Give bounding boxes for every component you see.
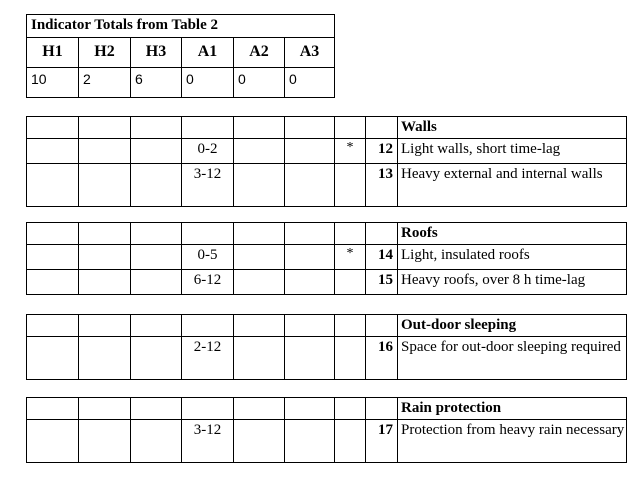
totals-value-row [27, 68, 335, 98]
recommendation-text: Light, insulated roofs [398, 245, 627, 270]
range-cell: 3-12 [182, 164, 234, 207]
range-cell: 3-12 [182, 420, 234, 463]
selected-mark: * [335, 245, 366, 270]
recommendation-number: 12 [366, 139, 398, 164]
range-cell: 0-5 [182, 245, 234, 270]
walls-table [26, 116, 627, 207]
totals-header-row [27, 38, 335, 68]
table-row [27, 245, 627, 270]
recommendation-number: 16 [366, 337, 398, 380]
recommendation-text: Heavy external and internal walls [398, 164, 627, 207]
table-row [27, 420, 627, 463]
recommendation-number: 13 [366, 164, 398, 207]
range-cell: 0-2 [182, 139, 234, 164]
recommendation-number: 15 [366, 270, 398, 295]
value-h1: 10 [27, 68, 79, 98]
section-heading: Out-door sleeping [398, 315, 627, 337]
header-a3: A3 [285, 38, 335, 68]
header-h3: H3 [131, 38, 182, 68]
recommendation-text: Heavy roofs, over 8 h time-lag [398, 270, 627, 295]
indicator-totals-table [26, 14, 335, 98]
selected-mark: * [335, 139, 366, 164]
header-h1: H1 [27, 38, 79, 68]
roofs-table [26, 222, 627, 295]
recommendation-number: 17 [366, 420, 398, 463]
table-row [27, 164, 627, 207]
recommendation-text: Protection from heavy rain necessary [398, 420, 627, 463]
section-heading: Rain protection [398, 398, 627, 420]
table-row [27, 270, 627, 295]
table-row [27, 337, 627, 380]
value-h3: 6 [131, 68, 182, 98]
selected-mark [335, 337, 366, 380]
header-h2: H2 [79, 38, 131, 68]
outdoor-sleeping-table [26, 314, 627, 380]
totals-title: Indicator Totals from Table 2 [27, 15, 335, 38]
section-heading: Roofs [398, 223, 627, 245]
recommendation-number: 14 [366, 245, 398, 270]
selected-mark [335, 420, 366, 463]
header-a1: A1 [182, 38, 234, 68]
selected-mark [335, 164, 366, 207]
range-cell: 6-12 [182, 270, 234, 295]
table-row [27, 139, 627, 164]
recommendation-text: Light walls, short time-lag [398, 139, 627, 164]
value-h2: 2 [79, 68, 131, 98]
range-cell: 2-12 [182, 337, 234, 380]
value-a3: 0 [285, 68, 335, 98]
recommendation-text: Space for out-door sleeping required [398, 337, 627, 380]
section-heading: Walls [398, 117, 627, 139]
rain-protection-table [26, 397, 627, 463]
value-a2: 0 [234, 68, 285, 98]
selected-mark [335, 270, 366, 295]
value-a1: 0 [182, 68, 234, 98]
header-a2: A2 [234, 38, 285, 68]
